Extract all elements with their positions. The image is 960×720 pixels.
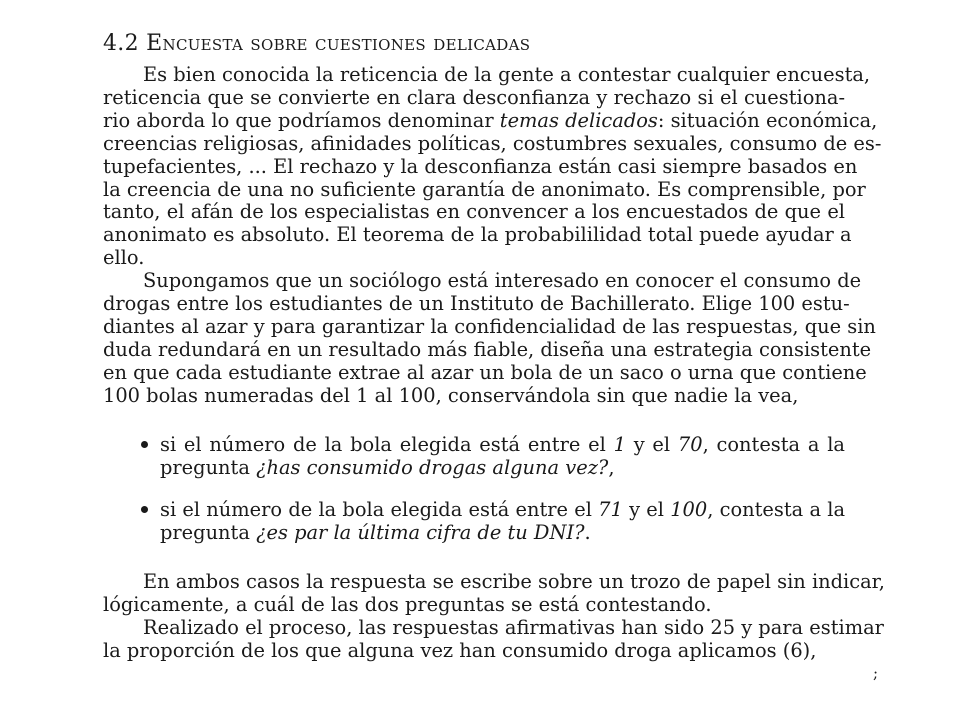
text-line: anonimato es absoluto. El teorema de la probabililidad total puede ayudar a — [103, 223, 852, 247]
bullet-icon — [141, 506, 148, 513]
emphasis-text: 1 — [613, 432, 626, 456]
text-span: , — [608, 455, 615, 479]
text-line: tanto, el afán de los especialistas en convencer a los encuestados de que el — [103, 200, 845, 224]
text-line: creencias religiosas, afinidades políticas, costumbres sexuales, consumo de es- — [103, 131, 882, 155]
text-span: , contesta a la — [707, 498, 846, 522]
text-line: reticencia que se convierte en clara desconfianza y rechazo si el cuestiona- — [103, 85, 845, 109]
bullet-icon — [141, 441, 148, 448]
text-span: y el — [625, 432, 678, 456]
text-line: en que cada estudiante extrae al azar un bola de un saco o urna que contiene — [103, 360, 867, 384]
text-line: 100 bolas numeradas del 1 al 100, conservándola sin que nadie la vea, — [103, 383, 799, 407]
text-line — [160, 499, 845, 522]
margin-mark: ; — [873, 664, 879, 682]
text-line — [160, 434, 845, 457]
bullet-item — [103, 499, 845, 545]
emphasis-text: 71 — [598, 498, 623, 522]
bullet-item — [103, 434, 845, 480]
text-span: y el — [622, 498, 671, 522]
emphasis-text: ¿has consumido drogas alguna vez? — [256, 455, 609, 479]
text-line: diantes al azar y para garantizar la confidencialidad de las respuestas, que sin — [103, 314, 876, 338]
text-line: Supongamos que un sociólogo está interesado en conocer el consumo de — [143, 269, 862, 293]
paragraph-4 — [103, 616, 884, 663]
text-span: : situación económica, — [657, 108, 878, 132]
paragraph-2 — [103, 269, 876, 407]
document-page — [103, 30, 885, 663]
text-line: duda redundará en un resultado más fiable, diseña una estrategia consistente — [103, 337, 872, 361]
text-line: Realizado el proceso, las respuestas afirmativas han sido 25 y para estimar — [143, 616, 884, 640]
text-line: lógicamente, a cuál de las dos preguntas se está contestando. — [103, 593, 712, 617]
text-span: rio aborda lo que podríamos denominar — [103, 108, 500, 132]
text-span: , contesta a la — [702, 432, 845, 456]
text-line — [160, 457, 845, 480]
text-span: si el número de la bola elegida está entre el — [160, 498, 599, 522]
bullet-list — [103, 434, 845, 546]
text-span: si el número de la bola elegida está entre el — [160, 432, 614, 456]
text-line: la creencia de una no suficiente garantía de anonimato. Es comprensible, por — [103, 177, 866, 201]
emphasis-text: 70 — [677, 432, 703, 456]
text-line: ello. — [103, 246, 145, 270]
emphasis-text: temas delicados — [499, 108, 658, 132]
paragraph-3 — [103, 570, 885, 617]
text-line: Es bien conocida la reticencia de la gente a contestar cualquier encuesta, — [143, 63, 871, 86]
text-span: pregunta — [160, 521, 257, 545]
emphasis-text: 100 — [670, 498, 708, 522]
text-span: . — [584, 521, 591, 545]
text-line: En ambos casos la respuesta se escribe sobre un trozo de papel sin indicar, — [143, 570, 885, 594]
section-heading: 4.2 Encuesta sobre cuestiones delicadas — [103, 31, 531, 56]
text-line — [160, 522, 845, 545]
text-line: la proporción de los que alguna vez han consumido droga aplicamos (6), — [103, 638, 817, 662]
text-span: pregunta — [160, 455, 257, 479]
text-line: drogas entre los estudiantes de un Instituto de Bachillerato. Elige 100 estu- — [103, 292, 850, 316]
paragraph-1 — [103, 63, 882, 270]
text-line: tupefacientes, ... El rechazo y la desconfianza están casi siempre basados en — [103, 154, 858, 178]
text-line — [103, 108, 878, 133]
emphasis-text: ¿es par la última cifra de tu DNI? — [256, 521, 585, 545]
